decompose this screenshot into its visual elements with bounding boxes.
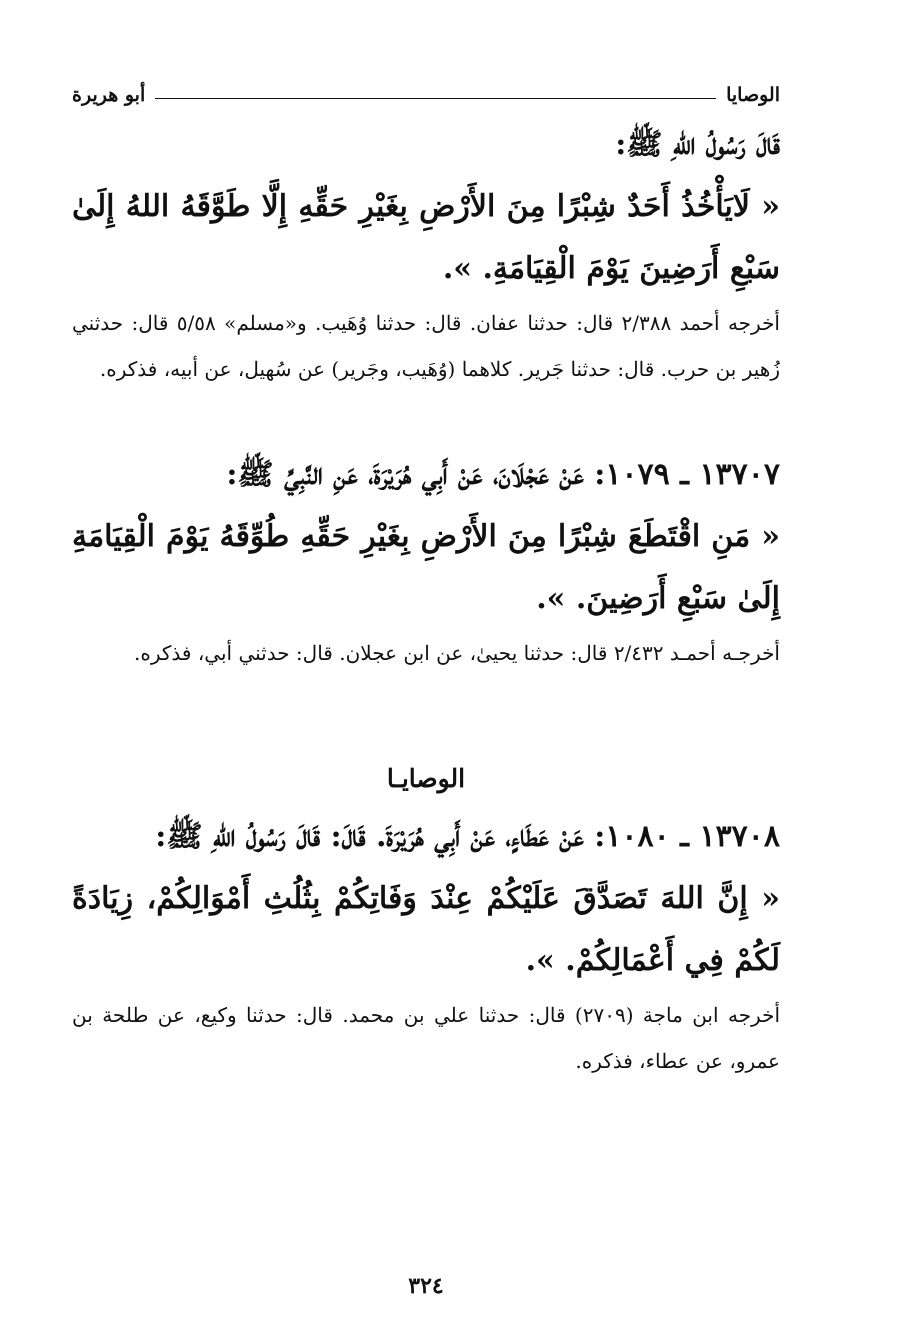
book-page xyxy=(72,80,780,1299)
hadith-matn: « مَنِ اقْتَطَعَ شِبْرًا مِنَ الأَرْضِ بِغَيْرِ حَقِّهِ طُوِّقَهُ يَوْمَ الْقِيَامَةِ إِلَىٰ سَبْعِ أَرَضِينَ. ». xyxy=(72,519,780,616)
header-section-title: الوصايا xyxy=(726,84,780,106)
spacer xyxy=(72,676,780,752)
takhrij-text: أخرجـه أحمـد ٢/٤٣٢ قال: حدثنا يحيىٰ، عن ابن عجلان. قال: حدثني أبي، فذكره. xyxy=(134,641,780,665)
header-rule xyxy=(155,98,716,99)
hadith-isnad: ١٣٧٠٨ ـ ١٠٨٠: عَنْ عَطَاءٍ، عَنْ أَبِي هُرَيْرَةَ. قَالَ: قَالَ رَسُولُ اللهِ ﷺ: xyxy=(155,819,780,854)
hadith-isnad: ١٣٧٠٧ ـ ١٠٧٩: عَنْ عَجْلَانَ، عَنْ أَبِي هُرَيْرَةَ، عَنِ النَّبِيِّ ﷺ: xyxy=(226,457,780,492)
header-narrator: أبو هريرة xyxy=(72,84,146,106)
running-header xyxy=(72,80,780,106)
takhrij-text: أخرجه أحمد ٢/٣٨٨ قال: حدثنا عفان. قال: حدثنا وُهَيب. و«مسلم» ٥/٥٨ قال: حدثني زُهير بن حرب. قال: حدثنا جَرير. كلاهما (وُهَيب، وجَرير) عن سُهيل، عن أبيه، فذكره. xyxy=(72,311,780,381)
spacer xyxy=(72,392,780,444)
hadith-matn: « لَايَأْخُذُ أَحَدٌ شِبْرًا مِنَ الأَرْضِ بِغَيْرِ حَقِّهِ إِلَّا طَوَّقَهُ اللهُ إِلَىٰ سَبْعِ أَرَضِينَ يَوْمَ الْقِيَامَةِ. ». xyxy=(72,189,780,286)
hadith-matn: « إِنَّ اللهَ تَصَدَّقَ عَلَيْكُمْ عِنْدَ وَفَاتِكُمْ بِثُلُثِ أَمْوَالِكُمْ، زِيَادَةً لَكُمْ فِي أَعْمَالِكُمْ. ». xyxy=(72,881,780,978)
takhrij-text: أخرجه ابن ماجة (٢٧٠٩) قال: حدثنا علي بن محمد. قال: حدثنا وكيع، عن طلحة بن عمرو، عن عطاء، فذكره. xyxy=(72,1003,781,1073)
section-heading: الوصايـا xyxy=(386,764,466,793)
page-number: ٣٢٤ xyxy=(408,1273,444,1299)
hadith-isnad: قَالَ رَسُولُ اللهِ ﷺ: xyxy=(615,127,780,162)
